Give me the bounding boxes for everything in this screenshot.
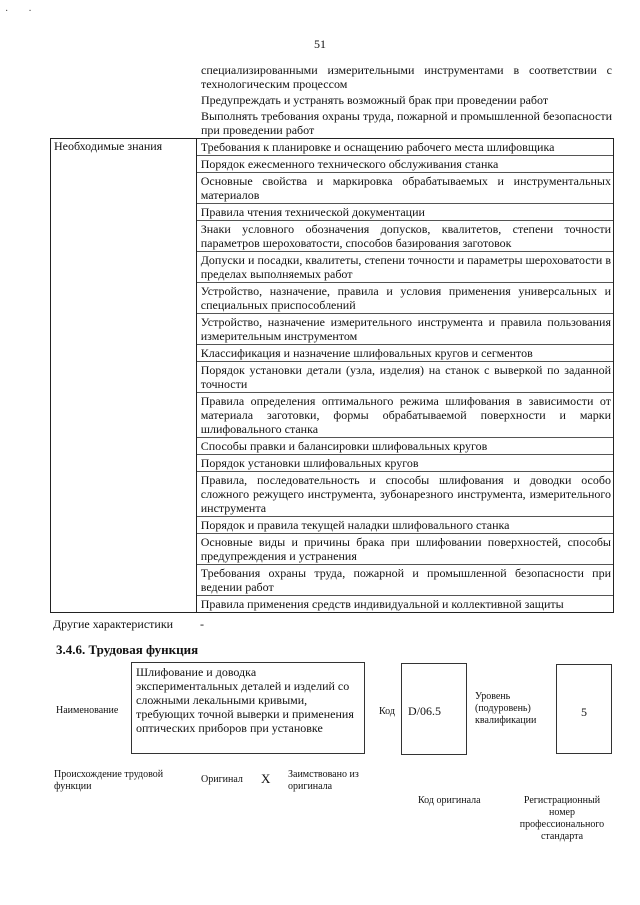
table-row: Правила определения оптимального режима шлифования в зависимости от материала заготовки, формы обрабатываемой поверхности и марки шлифовального станка [197,393,613,438]
table-row: Основные свойства и маркировка обрабатываемых и инструментальных материалов [197,173,613,204]
table-row: Основные виды и причины брака при шлифовании поверхностей, способы предупреждения и устранения [197,534,613,565]
table-row: Порядок установки детали (узла, изделия) на станок с выверкой по заданной точности [197,362,613,393]
scan-marks: · · [5,6,32,17]
original-label: Оригинал [201,774,243,785]
other-characteristics-row [50,613,614,631]
other-characteristics-value: - [199,617,204,631]
table-row: Требования охраны труда, пожарной и промышленной безопасности при ведении работ [197,565,613,596]
other-characteristics-label: Другие характеристики [53,617,174,631]
table-row: Предупреждать и устранять возможный брак при проведении работ [201,93,549,107]
function-name-value: Шлифование и доводка экспериментальных деталей и изделий со сложными лекальными кривыми, требующих точной выверки и применения оптических приборов при установке [131,662,365,754]
qualification-level-label: Уровень (подуровень) квалификации [475,691,537,726]
original-code-label: Код оригинала [418,795,481,806]
original-mark: X [261,771,271,786]
table-row: Знаки условного обозначения допусков, квалитетов, степени точности параметров шероховатости, способов базирования заготовок [197,221,613,252]
registration-number-label: Регистрационный номер профессионального стандарта [519,795,605,842]
table-row: Порядок установки шлифовальных кругов [197,455,613,472]
table-row: Порядок ежесменного технического обслуживания станка [197,156,613,173]
qualification-level-value: 5 [556,664,612,754]
table-row: Допуски и посадки, квалитеты, степени точности и параметры шероховатости в пределах выполняемых работ [197,252,613,283]
skills-continuation-row [50,62,614,138]
table-row: Устройство, назначение измерительного инструмента и правила пользования измерительным инструментом [197,314,613,345]
code-label: Код [379,706,395,717]
table-row: Правила чтения технической документации [197,204,613,221]
borrowed-label: Заимствовано из оригинала [288,769,359,792]
table-row: Выполнять требования охраны труда, пожарной и промышленной безопасности при проведении работ [201,109,612,137]
table-row: Требования к планировке и оснащению рабочего места шлифовщика [197,139,613,156]
table-row: Правила, последовательность и способы шлифования и доводки особо сложного режущего инструмента, зубонарезного инструмента, измерительного инструмента [197,472,613,517]
knowledge-list [197,138,614,613]
table-row: Устройство, назначение, правила и условия применения универсальных и специальных приспособлений [197,283,613,314]
table-row: Способы правки и балансировки шлифовальных кругов [197,438,613,455]
name-label: Наименование [56,705,119,716]
code-value: D/06.5 [401,663,467,755]
table-row: Классификация и назначение шлифовальных кругов и сегментов [197,345,613,362]
knowledge-label: Необходимые знания [50,138,197,613]
table-row: специализированными измерительными инструментами в соответствии с технологическим процессом [201,63,612,91]
origin-label: Происхождение трудовой функции [54,769,164,792]
skills-continuation-list [197,62,614,138]
knowledge-table [50,62,614,631]
table-row: Порядок и правила текущей наладки шлифовального станка [197,517,613,534]
section-heading: 3.4.6. Трудовая функция [56,642,199,657]
page-number: 51 [314,37,326,51]
table-row: Правила применения средств индивидуальной и коллективной защиты [200,597,564,611]
knowledge-row [50,138,614,613]
